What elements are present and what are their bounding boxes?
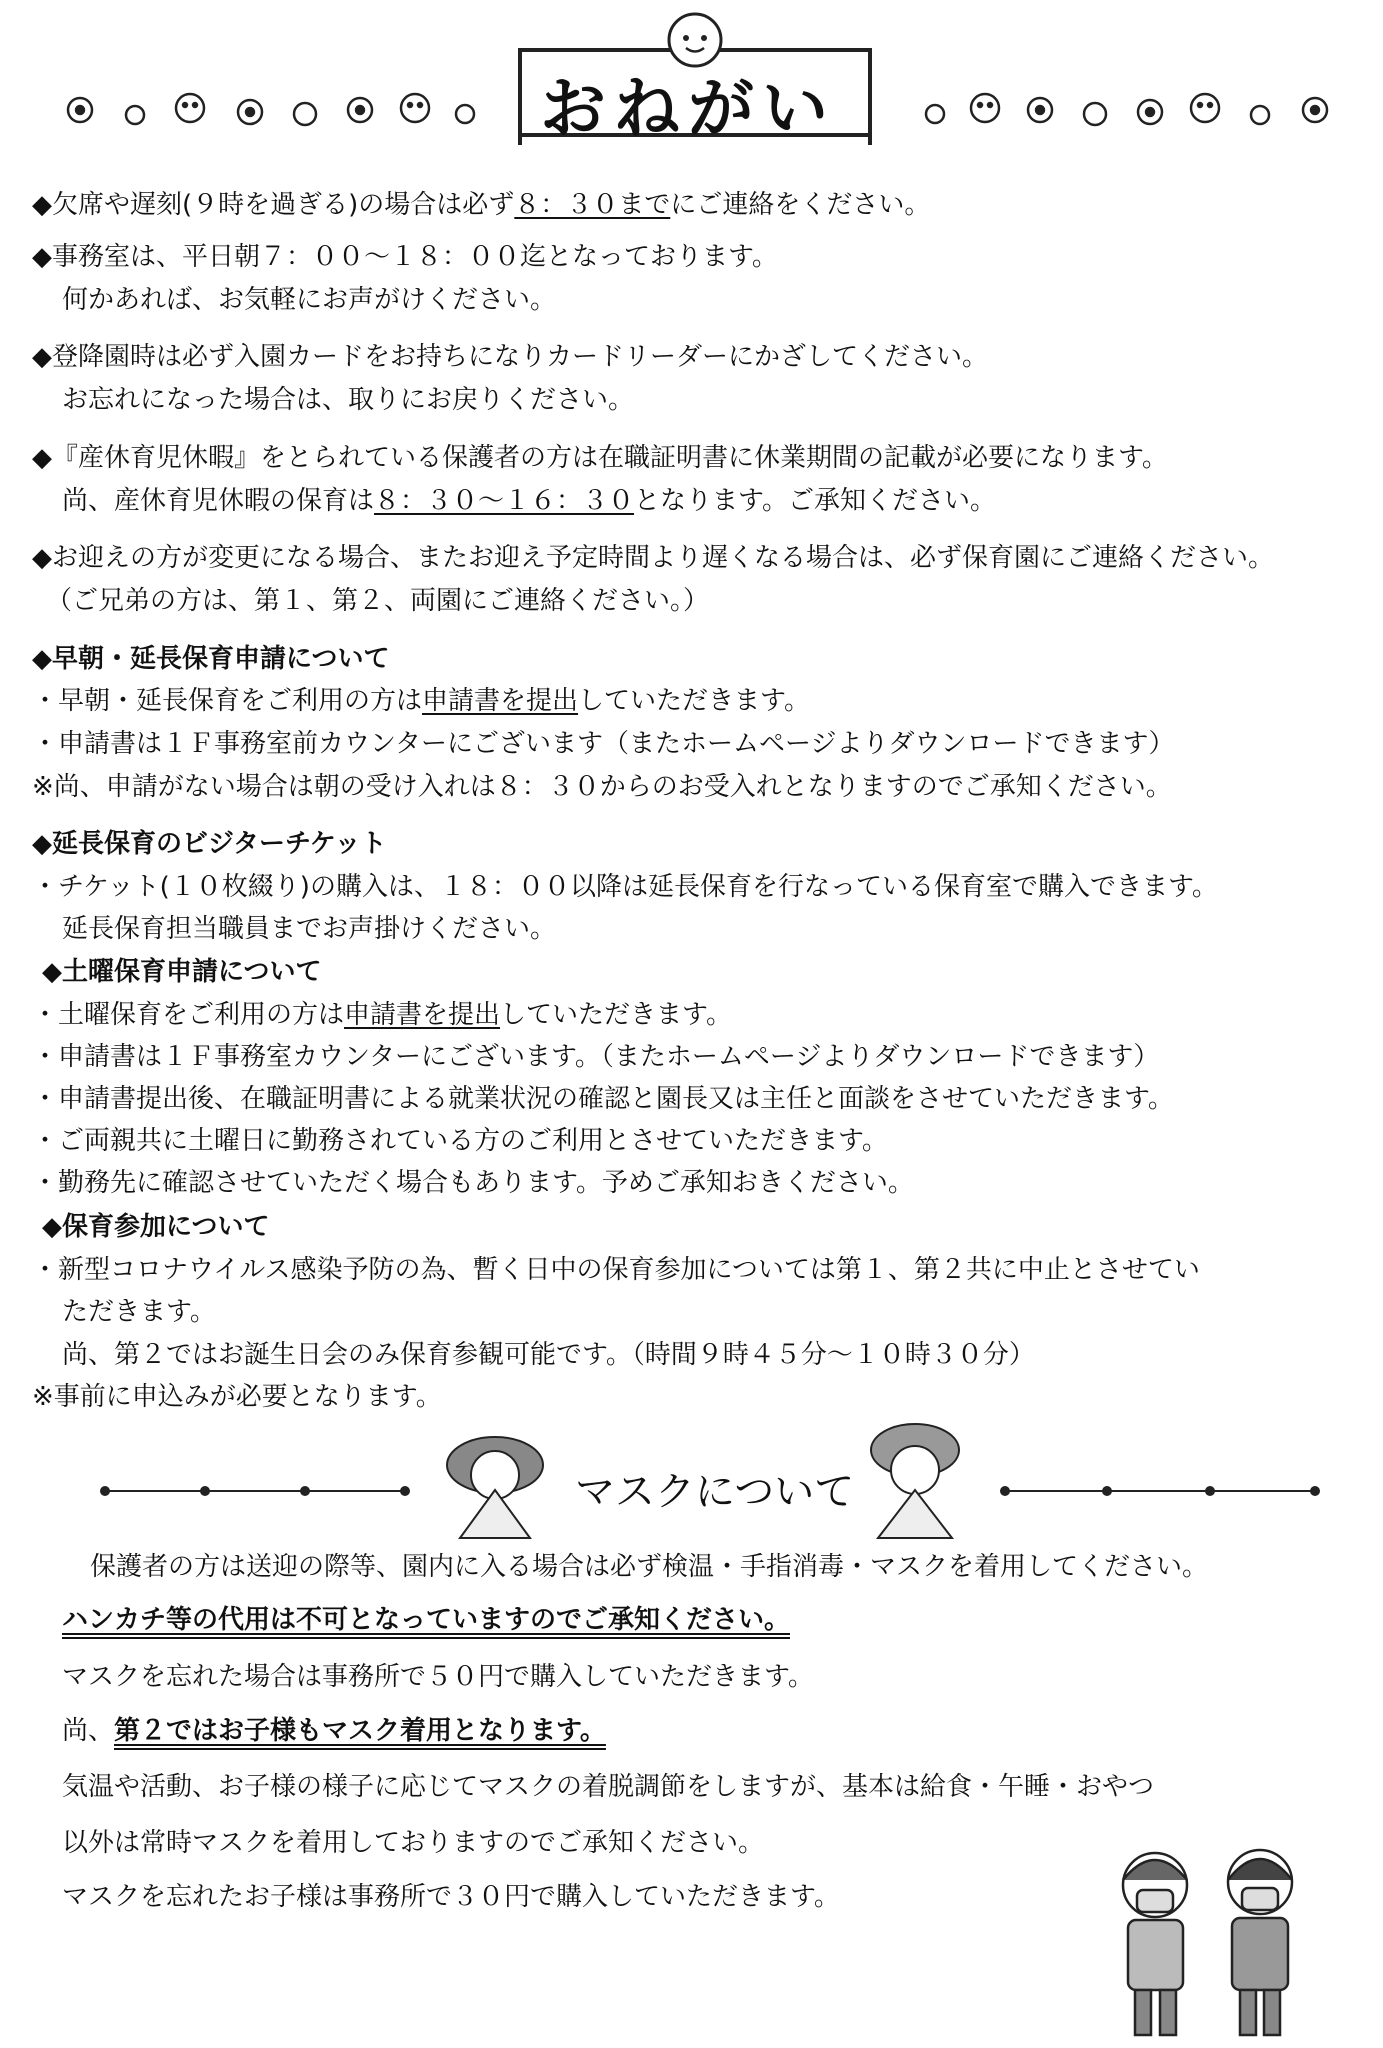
mask-line-5: 気温や活動、お子様の様子に応じてマスクの着脱調節をしますが、基本は給食・午睡・おやつ xyxy=(62,1772,1155,1802)
participation-line-1: ・新型コロナウイルス感染予防の為、暫く日中の保育参加については第１、第２共に中止とさせてい xyxy=(32,1255,1200,1285)
saturday-heading: ◆土曜保育申請について xyxy=(42,957,322,987)
visitor-heading: ◆延長保育のビジターチケット xyxy=(32,829,387,859)
mask-line-1: 保護者の方は送迎の際等、園内に入る場合は必ず検温・手指消毒・マスクを着用してください。 xyxy=(90,1552,1209,1582)
participation-line-3: 尚、第２ではお誕生日会のみ保育参観可能です。（時間９時４５分〜１０時３０分） xyxy=(62,1340,1035,1370)
early-line-3: ※尚、申請がない場合は朝の受け入れは８：３０からのお受入れとなりますのでご承知ください。 xyxy=(32,772,1172,802)
dot-line-left xyxy=(95,1476,415,1506)
saturday-line-5: ・勤務先に確認させていただく場合もあります。予めご承知おきください。 xyxy=(32,1168,914,1198)
saturday-line-3: ・申請書提出後、在職証明書による就業状況の確認と園長又は主任と面談をさせていただきます。 xyxy=(32,1084,1174,1114)
mask-section-title: マスクについて xyxy=(575,1469,855,1515)
participation-heading: ◆保育参加について xyxy=(42,1212,270,1242)
visitor-line-1: ・チケット(１０枚綴り)の購入は、１８：００以降は延長保育を行なっている保育室で購入できます。 xyxy=(32,872,1218,902)
children-with-masks-illustration xyxy=(1090,1840,1330,2040)
saturday-line-4: ・ご両親共に土曜日に勤務されている方のご利用とさせていただきます。 xyxy=(32,1126,888,1156)
notice-absence: ◆欠席や遅刻(９時を過ぎる)の場合は必ず８：３０までにご連絡をください。 xyxy=(32,190,931,220)
girl-illustration xyxy=(430,1430,560,1540)
early-line-1: ・早朝・延長保育をご利用の方は申請書を提出していただきます。 xyxy=(32,686,810,716)
flower-border-right xyxy=(920,80,1340,140)
notice-card-2: お忘れになった場合は、取りにお戻りください。 xyxy=(62,385,635,415)
mask-line-4: 尚、第２ではお子様もマスク着用となります。 xyxy=(62,1716,606,1746)
notice-card: ◆登降園時は必ず入園カードをお持ちになりカードリーダーにかざしてください。 xyxy=(32,342,988,372)
saturday-line-2: ・申請書は１Ｆ事務室カウンターにございます。（またホームページよりダウンロードできます） xyxy=(32,1042,1160,1072)
visitor-line-2: 延長保育担当職員までお声掛けください。 xyxy=(62,914,557,944)
notice-leave-2: 尚、産休育児休暇の保育は８：３０〜１６：３０となります。ご承知ください。 xyxy=(62,486,996,516)
notice-office-hours-2: 何かあれば、お気軽にお声がけください。 xyxy=(62,285,557,315)
mask-line-2: ハンカチ等の代用は不可となっていますのでご承知ください。 xyxy=(62,1605,791,1635)
dot-line-right xyxy=(995,1476,1325,1506)
flower-border-left xyxy=(60,80,480,140)
mask-line-6: 以外は常時マスクを着用しておりますのでご承知ください。 xyxy=(62,1828,765,1858)
participation-line-2: ただきます。 xyxy=(62,1297,216,1327)
saturday-line-1: ・土曜保育をご利用の方は申請書を提出していただきます。 xyxy=(32,1000,732,1030)
mask-line-7: マスクを忘れたお子様は事務所で３０円で購入していただきます。 xyxy=(62,1882,840,1912)
notice-leave: ◆『産休育児休暇』をとられている保護者の方は在職証明書に休業期間の記載が必要になります。 xyxy=(32,443,1168,473)
notice-office-hours: ◆事務室は、平日朝７：００〜１８：００迄となっております。 xyxy=(32,242,778,272)
notice-pickup: ◆お迎えの方が変更になる場合、またお迎え予定時間より遅くなる場合は、必ず保育園にご連絡ください。 xyxy=(32,543,1274,573)
mask-line-3: マスクを忘れた場合は事務所で５０円で購入していただきます。 xyxy=(62,1662,814,1692)
boy-illustration xyxy=(850,1420,980,1540)
notice-pickup-2: （ご兄弟の方は、第１、第２、両園にご連絡ください。） xyxy=(46,586,710,616)
early-line-2: ・申請書は１Ｆ事務室前カウンターにございます（またホームページよりダウンロードできます） xyxy=(32,729,1175,759)
participation-line-4: ※事前に申込みが必要となります。 xyxy=(32,1382,442,1412)
page-title: おねがい xyxy=(540,70,836,147)
early-heading: ◆早朝・延長保育申請について xyxy=(32,644,390,674)
